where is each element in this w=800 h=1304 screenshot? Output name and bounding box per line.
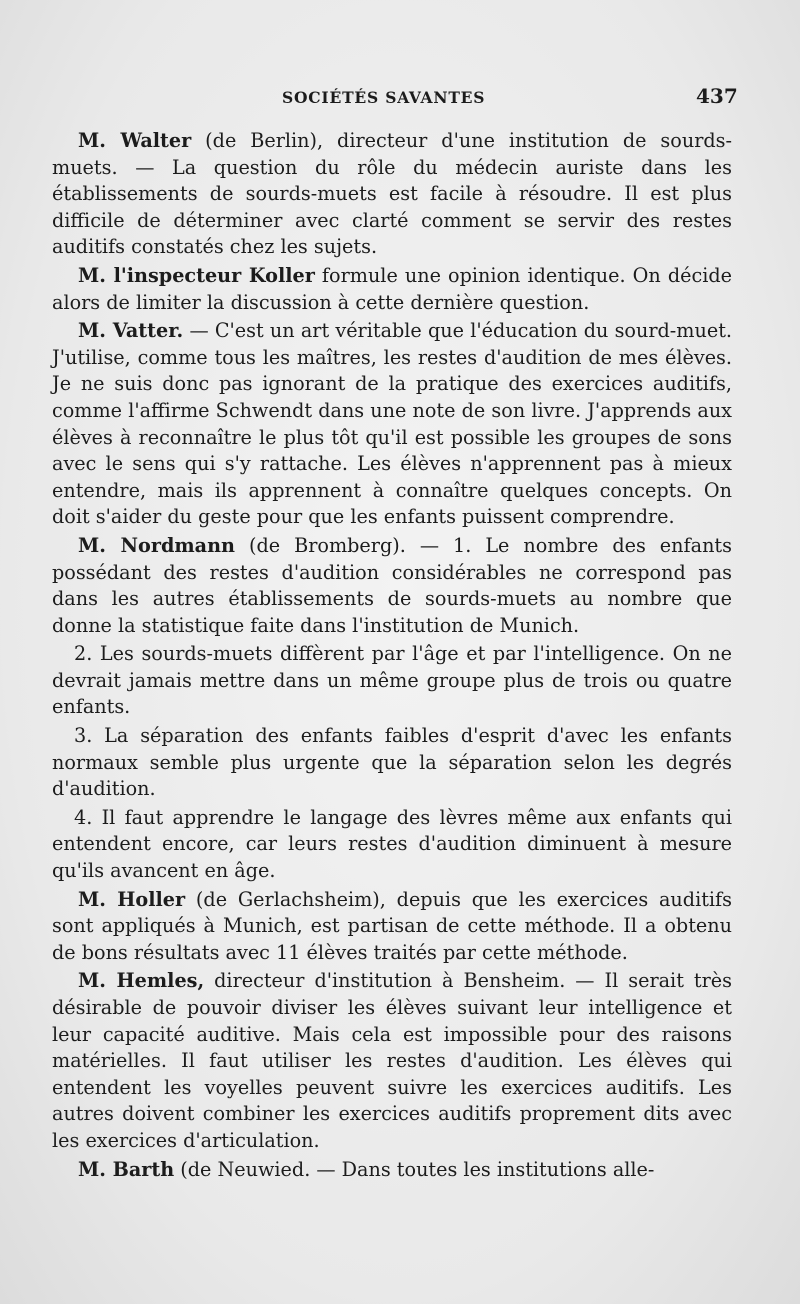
- speaker-name: M. l'inspecteur Koller: [78, 263, 315, 287]
- speaker-name: M. Vatter.: [78, 319, 184, 343]
- paragraph-text: (de Bromberg). — 1. Le nombre des enfants possédant des restes d'audition considérables ne correspond pas dans les autres établissements de sourds-muets au nombre que donne la statistique faite dans l'institution de Munich.: [52, 533, 732, 637]
- page-number: 437: [696, 84, 738, 108]
- paragraph-point-2: [52, 641, 732, 721]
- paragraph-text: formule une opinion identique. On décide alors de limiter la discussion à cette dernière question.: [52, 263, 732, 314]
- paragraph-text: (de Berlin), directeur d'une institution de sourds-muets. — La question du rôle du médecin auriste dans les établissements de sourds-muets est facile à résoudre. Il est plus difficile de déterminer avec clarté comment se servir des restes auditifs constatés chez les sujets.: [52, 129, 732, 259]
- speaker-name: M. Hemles,: [78, 969, 205, 993]
- page-header: [0, 82, 800, 112]
- speaker-name: M. Walter: [78, 129, 192, 152]
- paragraph-vatter: [52, 318, 732, 531]
- paragraph-text: 3. La séparation des enfants faibles d'esprit d'avec les enfants normaux semble plus urgente que la séparation selon les degrés d'audition.: [52, 724, 732, 801]
- paragraph-hemles: [52, 968, 732, 1154]
- paragraph-text: 4. Il faut apprendre le langage des lèvres même aux enfants qui entendent encore, car leurs restes d'audition diminuent à mesure qu'ils avancent en âge.: [52, 805, 732, 883]
- speaker-name: M. Holler: [78, 887, 186, 911]
- paragraph-point-3: [52, 723, 732, 803]
- paragraph-text: — C'est un art véritable que l'éducation du sourd-muet. J'utilise, comme tous les maîtres, les restes d'audition de mes élèves. Je ne suis donc pas ignorant de la pratique des exercices auditifs, comme l'affirme Schwendt dans une note de son livre. J'apprends aux élèves à reconnaître le plus tôt qu'il est possible les groupes de sons avec le sens qui s'y rattache. Les élèves n'apprennent pas à mieux entendre, mais ils apprennent à connaître quelques concepts. On doit s'aider du geste pour que les enfants puissent comprendre.: [52, 319, 732, 529]
- paragraph-holler: [52, 887, 732, 967]
- paragraph-barth: [52, 1157, 732, 1184]
- paragraph-walter: [52, 128, 732, 261]
- paragraph-text: (de Neuwied. — Dans toutes les institutions alle-: [174, 1157, 655, 1181]
- speaker-name: M. Nordmann: [78, 533, 235, 557]
- body-text: [52, 128, 732, 1185]
- paragraph-text: (de Gerlachsheim), depuis que les exercices auditifs sont appliqués à Munich, est partisan de cette méthode. Il a obtenu de bons résultats avec 11 élèves traités par cette méthode.: [52, 887, 733, 964]
- paragraph-text: directeur d'institution à Bensheim. — Il serait très désirable de pouvoir diviser les élèves suivant leur intelligence et leur capacité auditive. Mais cela est impossible pour des raisons matérielles. Il faut utiliser les restes d'audition. Les élèves qui entendent les voyelles peuvent suivre les exercices auditifs. Les autres doivent combiner les exercices auditifs proprement dits avec les exercices d'articulation.: [52, 969, 733, 1152]
- running-title: SOCIÉTÉS SAVANTES: [282, 88, 486, 107]
- paragraph-koller: [52, 263, 732, 316]
- paragraph-text: 2. Les sourds-muets diffèrent par l'âge et par l'intelligence. On ne devrait jamais mettre dans un même groupe plus de trois ou quatre enfants.: [52, 642, 732, 719]
- speaker-name: M. Barth: [78, 1157, 175, 1181]
- paragraph-nordmann: [52, 533, 732, 639]
- paragraph-point-4: [52, 805, 732, 885]
